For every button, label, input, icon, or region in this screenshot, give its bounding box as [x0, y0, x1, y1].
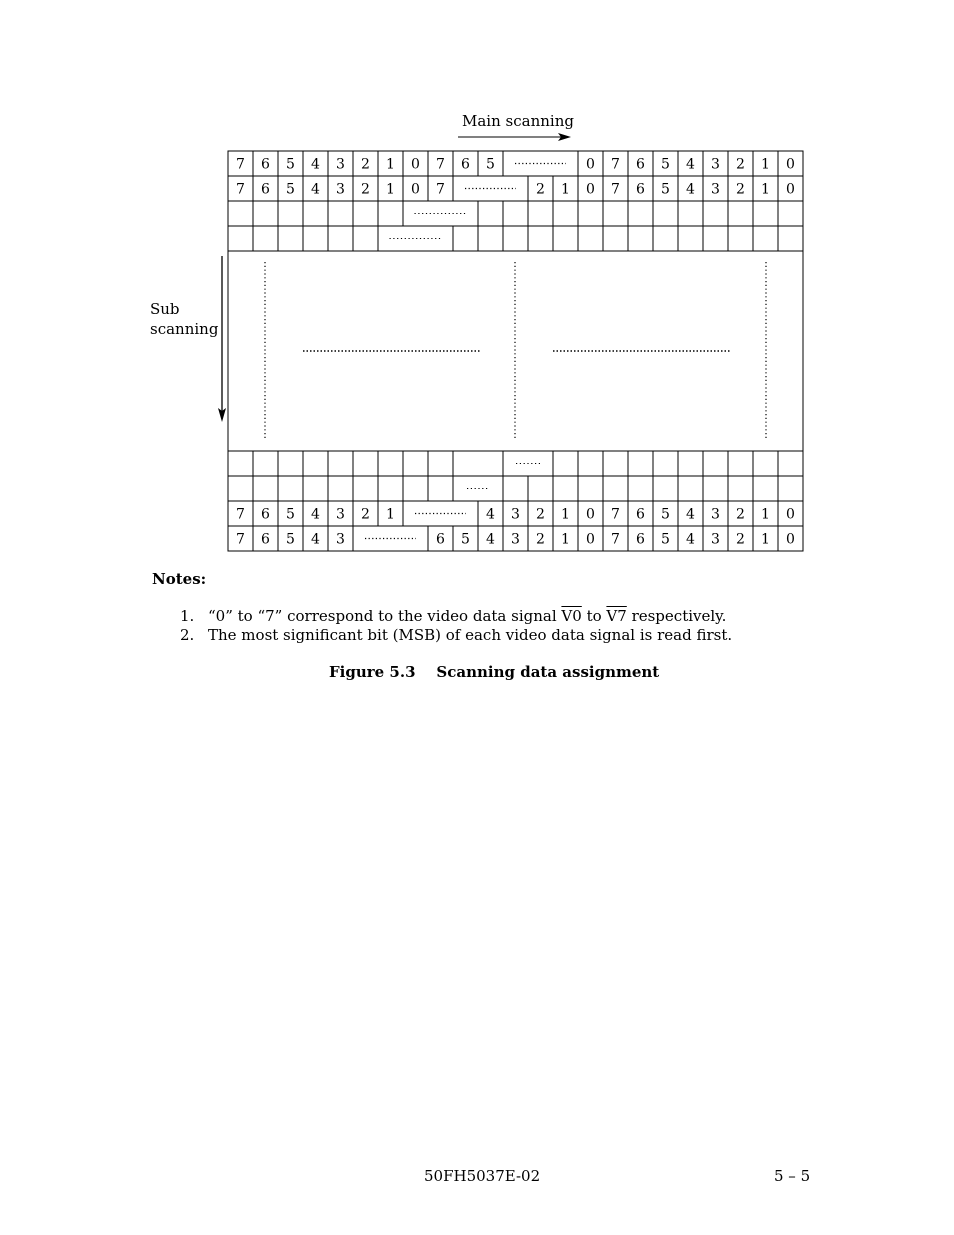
bit-label: 4 — [686, 156, 695, 173]
bit-label: 6 — [636, 156, 645, 173]
bit-label: 1 — [761, 156, 770, 173]
bit-label: 6 — [636, 531, 645, 548]
bit-label: 2 — [736, 506, 745, 523]
bit-label: 5 — [286, 531, 295, 548]
bit-label: 2 — [536, 531, 545, 548]
bit-label: 3 — [711, 531, 720, 548]
bit-label: 7 — [611, 156, 620, 173]
page-number: 5 – 5 — [774, 1167, 811, 1185]
bit-label: 6 — [261, 181, 270, 198]
bit-label: 3 — [711, 181, 720, 198]
bit-label: 6 — [261, 506, 270, 523]
sub-scanning-label-line-1: Sub — [150, 300, 180, 318]
bit-label: 3 — [336, 181, 345, 198]
bit-label: 7 — [611, 506, 620, 523]
bit-label: 4 — [311, 506, 320, 523]
scanning-data-grid — [0, 0, 954, 600]
bit-label: 2 — [361, 156, 370, 173]
bit-label: 4 — [686, 181, 695, 198]
bit-label: 1 — [386, 156, 395, 173]
bit-label: 6 — [436, 531, 445, 548]
bit-label: 0 — [411, 156, 420, 173]
bit-label: 5 — [661, 181, 670, 198]
note-1-text-start: “0” to “7” correspond to the video data signal — [208, 607, 562, 625]
bit-label: 7 — [611, 181, 620, 198]
note-2-number: 2. — [180, 626, 195, 644]
bit-label: 5 — [486, 156, 495, 173]
bit-label: 5 — [661, 156, 670, 173]
bit-label: 0 — [586, 506, 595, 523]
bit-label: 6 — [261, 156, 270, 173]
main-scanning-label: Main scanning — [462, 112, 574, 130]
signal-v0: V0 — [561, 607, 582, 625]
bit-label: 1 — [561, 181, 570, 198]
bit-label: 4 — [686, 531, 695, 548]
bit-label: 7 — [436, 181, 445, 198]
bit-label: 3 — [336, 531, 345, 548]
notes-title: Notes: — [152, 570, 207, 588]
bit-label: 5 — [461, 531, 470, 548]
bit-label: 1 — [761, 506, 770, 523]
bit-label: 3 — [711, 506, 720, 523]
bit-label: 6 — [261, 531, 270, 548]
bit-label: 7 — [236, 181, 245, 198]
bit-label: 0 — [786, 156, 795, 173]
bit-label: 0 — [786, 181, 795, 198]
bit-label: 7 — [611, 531, 620, 548]
bit-label: 0 — [586, 531, 595, 548]
bit-label: 3 — [336, 156, 345, 173]
bit-label: 4 — [311, 156, 320, 173]
bit-label: 4 — [486, 531, 495, 548]
note-1-text-end: respectively. — [626, 607, 727, 625]
bit-label: 2 — [736, 156, 745, 173]
bit-label: 6 — [461, 156, 470, 173]
document-id: 50FH5037E-02 — [424, 1167, 541, 1185]
bit-label: 7 — [236, 156, 245, 173]
bit-label: 5 — [661, 506, 670, 523]
bit-label: 0 — [786, 506, 795, 523]
bit-label: 4 — [311, 531, 320, 548]
bit-label: 2 — [361, 181, 370, 198]
bit-label: 3 — [511, 506, 520, 523]
bit-label: 6 — [636, 506, 645, 523]
sub-scanning-label-line-2: scanning — [150, 320, 219, 338]
bit-label: 3 — [511, 531, 520, 548]
bit-label: 4 — [686, 506, 695, 523]
bit-label: 3 — [711, 156, 720, 173]
figure-caption: Figure 5.3 Scanning data assignment — [329, 663, 660, 681]
bit-label: 7 — [436, 156, 445, 173]
bit-label: 5 — [661, 531, 670, 548]
note-1 — [180, 607, 726, 625]
bit-label: 0 — [586, 156, 595, 173]
bit-label: 1 — [386, 506, 395, 523]
bit-label: 7 — [236, 506, 245, 523]
bit-label: 6 — [636, 181, 645, 198]
bit-label: 2 — [536, 181, 545, 198]
bit-label: 1 — [761, 531, 770, 548]
bit-label: 0 — [786, 531, 795, 548]
bit-label: 1 — [561, 531, 570, 548]
bit-label: 5 — [286, 506, 295, 523]
bit-label: 4 — [486, 506, 495, 523]
note-1-number: 1. — [180, 607, 195, 625]
bit-label: 0 — [411, 181, 420, 198]
bit-label: 7 — [236, 531, 245, 548]
bit-label: 2 — [361, 506, 370, 523]
bit-label: 2 — [736, 531, 745, 548]
bit-label: 5 — [286, 181, 295, 198]
note-2 — [180, 626, 732, 644]
bit-label: 3 — [336, 506, 345, 523]
bit-label: 4 — [311, 181, 320, 198]
note-1-text-mid: to — [581, 607, 607, 625]
bit-label: 0 — [586, 181, 595, 198]
bit-label: 1 — [761, 181, 770, 198]
bit-label: 1 — [386, 181, 395, 198]
signal-v7: V7 — [606, 607, 627, 625]
bit-label: 1 — [561, 506, 570, 523]
note-2-text: The most significant bit (MSB) of each video data signal is read first. — [208, 626, 733, 644]
bit-label: 2 — [736, 181, 745, 198]
bit-label: 5 — [286, 156, 295, 173]
bit-label: 2 — [536, 506, 545, 523]
